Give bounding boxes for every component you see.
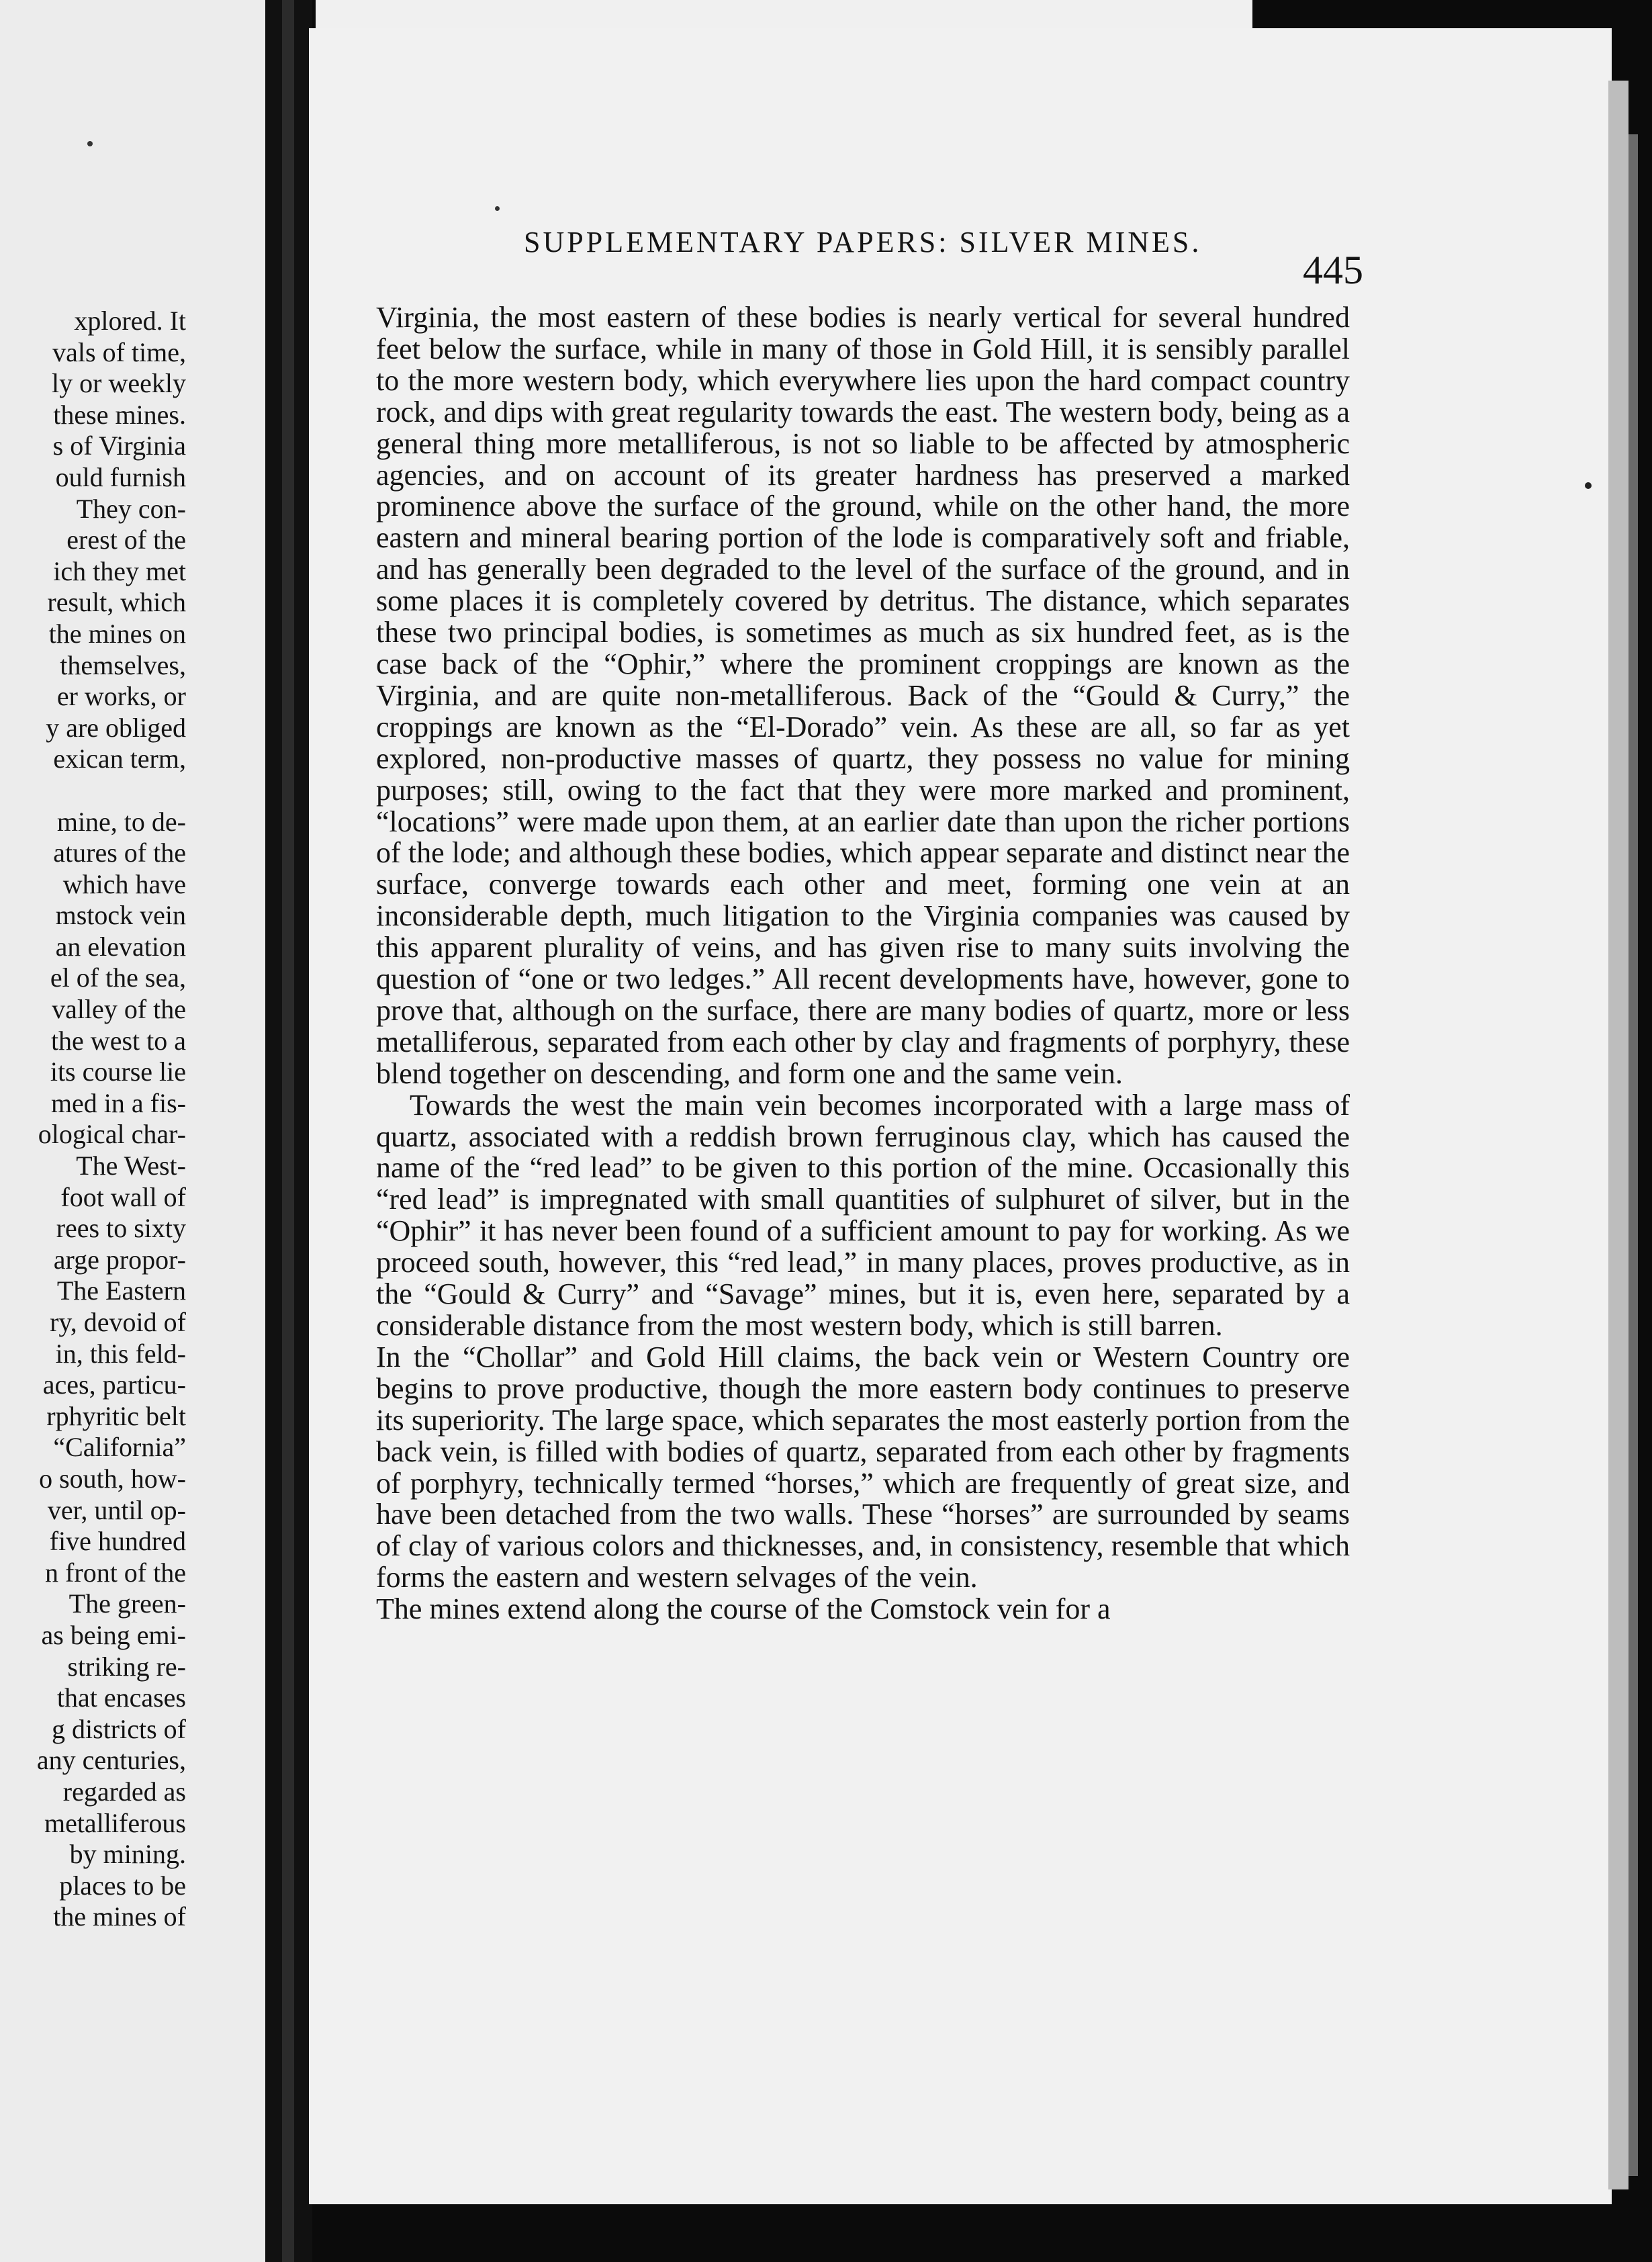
ink-speck [1585,482,1592,489]
facing-page-line: that encases [56,1682,186,1713]
ink-speck [87,141,93,146]
facing-page-line: regarded as [62,1776,186,1807]
facing-page-line: mine, to de- [56,806,186,837]
facing-page-line: any centuries, [36,1745,186,1776]
facing-page-line: g districts of [52,1713,186,1744]
facing-page-line: vals of time, [52,336,186,367]
facing-page-line: valley of the [52,994,186,1025]
facing-page-line: erest of the [66,525,186,555]
facing-page-line: as being emi- [41,1619,186,1650]
running-head: SUPPLEMENTARY PAPERS: SILVER MINES. [524,226,1202,259]
page-fore-edge [1608,81,1628,2189]
facing-page-line: the mines on [48,618,186,649]
facing-page-line: ould furnish [55,461,186,492]
facing-page-line: rphyritic belt [46,1400,186,1431]
facing-page-line [37,775,186,807]
facing-page-line: ver, until op- [47,1494,186,1525]
facing-page-line: er works, or [56,681,186,712]
facing-page-line: by mining. [69,1839,186,1870]
paragraph: The mines extend along the course of the Comstock vein for a [376,1592,1111,1626]
facing-page-line: ich they met [53,555,186,586]
facing-page-line: the west to a [50,1025,186,1056]
facing-page-line: exican term, [53,743,186,774]
paragraph: Towards the west the main vein becomes incorporated with a large mass of quartz, associated with a reddish brown ferruginous clay, which has caused the name of the “red lead” to be given to this portion of the mine. Occasionally this “red lead” is impregnated with small quantities of sulphuret of silver, but in the “Ophir” it has never been found of a sufficient amount to pay for working. As we proceed south, however, this “red lead,” in many places, proves productive, as in the “Gould & Curry” and “Savage” mines, but it is, even here, separated by a considerable distance from the most western body, which is still barren. [376,1088,1350,1342]
page-number: 445 [1303,248,1363,292]
facing-page-line: xplored. It [74,306,186,336]
facing-page-line: el of the sea, [50,962,186,993]
facing-page-line: ry, devoid of [50,1307,186,1337]
facing-page-line: “California” [53,1432,186,1463]
facing-page-line: mstock vein [55,900,186,931]
facing-page-line: an elevation [55,931,186,962]
facing-page-line: themselves, [60,649,186,680]
facing-page-line: foot wall of [60,1181,186,1212]
facing-page-line: o south, how- [39,1463,186,1494]
spine-shadow [282,0,294,2262]
facing-page-line: five hundred [49,1526,186,1557]
facing-page-line: s of Virginia [52,431,186,461]
facing-page-line: the mines of [53,1901,186,1932]
facing-page-line: rees to sixty [56,1213,186,1244]
facing-page-line: arge propor- [53,1244,186,1275]
page-stack-top-edge [316,0,1252,32]
facing-page-line: which have [62,868,186,899]
facing-page-line: The West- [76,1150,186,1181]
facing-page-line: med in a fis- [50,1087,186,1118]
facing-page-line: atures of the [53,838,186,868]
paragraph: In the “Chollar” and Gold Hill claims, the back vein or Western Country ore begins to prove productive, though the more eastern body continues to preserve its superiority. The large space, which separates the most easterly portion from the back vein, is filled with bodies of quartz, separated from each other by fragments of porphyry, technically termed “horses,” which are frequently of great size, and have been detached from the two walls. These “horses” are surrounded by seams of clay of various colors and thicknesses, and, in consistency, resemble that which forms the eastern and western selvages of the vein. [376,1340,1350,1594]
body-text [376,302,1350,1625]
facing-page-text [37,306,186,1933]
facing-page-line: striking re- [67,1651,186,1682]
facing-page-line: ological char- [38,1119,186,1150]
facing-page-line: aces, particu- [42,1369,186,1400]
paragraph: Virginia, the most eastern of these bodies is nearly vertical for several hundred feet below the surface, while in many of those in Gold Hill, it is sensibly parallel to the more western body, which everywhere lies upon the hard compact country rock, and dips with great regularity towards the east. The western body, being as a general thing more metalliferous, is not so liable to be affected by atmospheric agencies, and on account of its greater hardness has preserved a marked prominence above the surface of the ground, while on the other hand, the more eastern and mineral bearing portion of the lode is comparatively soft and friable, and has generally been degraded to the level of the surface of the ground, and in some places it is completely covered by detritus. The distance, which separates these two principal bodies, is sometimes as much as six hundred feet, as is the case back of the “Ophir,” where the prominent croppings are known as the Virginia, and are quite non-metalliferous. Back of the “Gould & Curry,” the croppings are known as the “El-Dorado” vein. As these are all, so far as yet explored, non-productive masses of quartz, they possess no value for mining purposes; still, owing to the fact that they were more marked and prominent, “locations” were made upon them, at an earlier date than upon the richer portions of the lode; and although these bodies, which appear separate and distinct near the surface, converge towards each other and meet, forming one vein at an inconsiderable depth, much litigation to the Virginia companies was caused by this apparent plurality of veins, and has given rise to many suits involving the question of “one or two ledges.” All recent developments have, however, gone to prove that, although on the surface, there are many bodies of quartz, more or less metalliferous, separated from each other by clay and fragments of porphyry, these blend together on descending, and form one and the same vein. [376,301,1350,1090]
facing-page-line: They con- [76,493,186,524]
facing-page-line: its course lie [50,1056,186,1087]
facing-page-line: result, which [47,587,186,618]
facing-page-line: The green- [68,1588,186,1619]
facing-page-line: metalliferous [44,1807,186,1838]
facing-page [0,0,265,2262]
facing-page-line: The Eastern [56,1275,186,1306]
page-fore-edge-shadow [1628,134,1638,2176]
facing-page-line: ly or weekly [52,368,186,399]
ink-speck [495,206,500,211]
facing-page-line: places to be [59,1870,186,1901]
facing-page-line: y are obliged [46,712,186,743]
facing-page-line: these mines. [53,399,186,430]
facing-page-line: n front of the [45,1557,186,1588]
facing-page-line: in, this feld- [55,1338,186,1369]
